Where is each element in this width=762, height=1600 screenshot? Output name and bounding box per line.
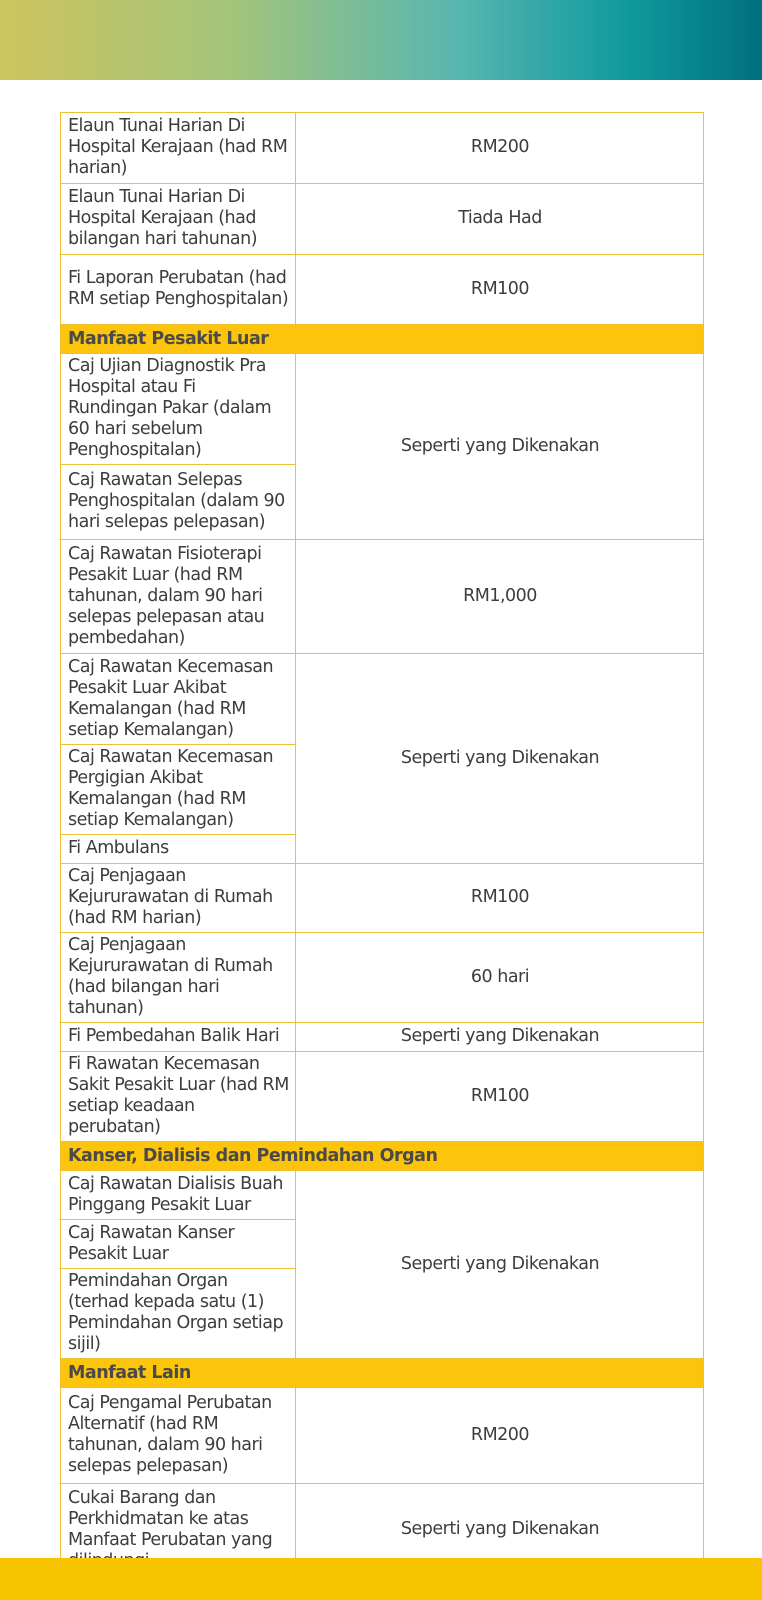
table-row [61, 354, 704, 465]
table-row [61, 1052, 704, 1142]
table-row [61, 1171, 704, 1220]
benefit-label: Caj Pengamal Perubatan Alternatif (had RM tahunan, dalam 90 hari selepas pelepasan) [61, 1388, 296, 1484]
benefit-value: RM100 [296, 255, 704, 325]
benefit-value: RM200 [296, 1388, 704, 1484]
benefit-label: Fi Rawatan Kecemasan Sakit Pesakit Luar (had RM setiap keadaan perubatan) [61, 1052, 296, 1142]
section-header-row [61, 325, 704, 354]
header-gradient-band [0, 0, 762, 80]
table-row [61, 1388, 704, 1484]
section-header: Manfaat Pesakit Luar [61, 325, 704, 354]
benefit-value: Seperti yang Dikenakan [296, 354, 704, 540]
table-row [61, 113, 704, 184]
benefit-value: Seperti yang Dikenakan [296, 1484, 704, 1577]
section-header: Kanser, Dialisis dan Pemindahan Organ [61, 1142, 704, 1171]
table-row [61, 255, 704, 325]
benefit-value: RM200 [296, 113, 704, 184]
benefit-value: RM100 [296, 1052, 704, 1142]
section-header-row [61, 1142, 704, 1171]
benefit-label: Elaun Tunai Harian Di Hospital Kerajaan (had RM harian) [61, 113, 296, 184]
benefit-label: Caj Penjagaan Kejururawatan di Rumah (had bilangan hari tahunan) [61, 933, 296, 1023]
benefit-value: RM1,000 [296, 540, 704, 654]
benefit-label: Caj Rawatan Kanser Pesakit Luar [61, 1220, 296, 1269]
table-row [61, 654, 704, 745]
section-header: Manfaat Lain [61, 1359, 704, 1388]
benefit-label: Cukai Barang dan Perkhidmatan ke atas Manfaat Perubatan yang [61, 1484, 296, 1577]
table-row [61, 933, 704, 1023]
benefit-value: Seperti yang Dikenakan [296, 1023, 704, 1052]
benefits-table [60, 112, 704, 1577]
footer-band [0, 1558, 762, 1600]
table-row [61, 184, 704, 255]
benefit-label: Caj Rawatan Selepas Penghospitalan (dalam 90 hari selepas pelepasan) [61, 465, 296, 540]
benefit-value: 60 hari [296, 933, 704, 1023]
table-row [61, 540, 704, 654]
benefit-value: RM100 [296, 864, 704, 933]
benefit-label: Caj Rawatan Kecemasan Pergigian Akibat Kemalangan (had RM setiap Kemalangan) [61, 745, 296, 835]
benefit-label: Pemindahan Organ (terhad kepada satu (1) Pemindahan Organ setiap sijil) [61, 1269, 296, 1359]
section-header-row [61, 1359, 704, 1388]
benefit-label: Caj Penjagaan Kejururawatan di Rumah (had RM harian) [61, 864, 296, 933]
table-row [61, 1023, 704, 1052]
benefit-label: Caj Ujian Diagnostik Pra Hospital atau Fi Rundingan Pakar (dalam 60 hari sebelum Penghospitalan) [61, 354, 296, 465]
benefit-label: Caj Rawatan Dialisis Buah Pinggang Pesakit Luar [61, 1171, 296, 1220]
benefit-value: Seperti yang Dikenakan [296, 654, 704, 864]
benefit-label: Fi Laporan Perubatan (had RM setiap Penghospitalan) [61, 255, 296, 325]
benefit-label: Caj Rawatan Kecemasan Pesakit Luar Akibat Kemalangan (had RM setiap Kemalangan) [61, 654, 296, 745]
benefit-value: Seperti yang Dikenakan [296, 1171, 704, 1359]
benefit-label: Caj Rawatan Fisioterapi Pesakit Luar (had RM tahunan, dalam 90 hari selepas pelepasan atau pembedahan) [61, 540, 296, 654]
benefit-label: Elaun Tunai Harian Di Hospital Kerajaan (had bilangan hari tahunan) [61, 184, 296, 255]
benefit-label: Fi Pembedahan Balik Hari [61, 1023, 296, 1052]
table-row [61, 864, 704, 933]
benefit-label: Fi Ambulans [61, 835, 296, 864]
benefit-value: Tiada Had [296, 184, 704, 255]
